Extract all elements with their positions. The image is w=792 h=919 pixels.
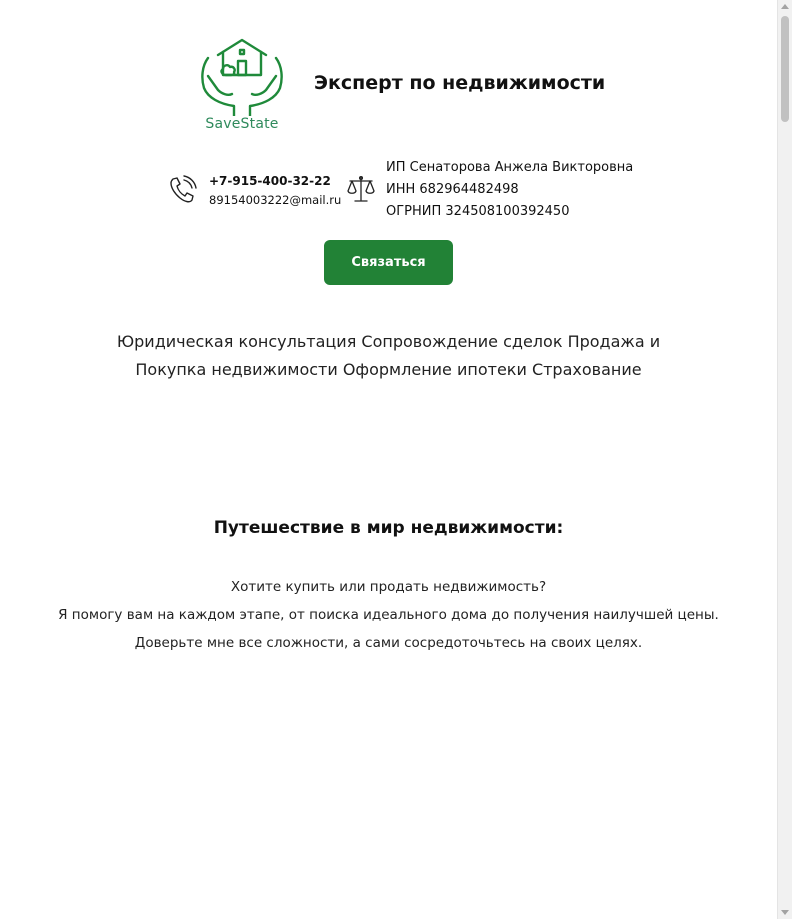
ogrnip-value: ОГРНИП 324508100392450 — [386, 204, 570, 219]
legal-name: ИП Сенаторова Анжела Викторовна — [386, 160, 634, 175]
services-list: Юридическая консультация Сопровождение сделок Продажа и Покупка недвижимости Оформление ипотеки Страхование — [116, 332, 661, 379]
legal-info — [386, 157, 633, 223]
scales-icon — [346, 174, 376, 204]
brand-logo[interactable] — [198, 38, 286, 136]
scroll-down-arrow-icon[interactable] — [781, 910, 789, 915]
email-link[interactable]: 89154003222@mail.ru — [209, 193, 342, 207]
body-line: Доверьте мне все сложности, а сами сосредоточьтесь на своих целях. — [134, 635, 643, 651]
body-line: Я помогу вам на каждом этапе, от поиска идеального дома до получения наилучшей цены. — [58, 607, 719, 623]
scrollbar-thumb[interactable] — [781, 16, 789, 122]
contact-button[interactable]: Связаться — [324, 240, 453, 285]
section-title: Путешествие в мир недвижимости: — [213, 518, 564, 538]
page-title: Эксперт по недвижимости — [314, 72, 606, 94]
scroll-up-arrow-icon[interactable] — [781, 4, 789, 9]
body-line: Хотите купить или продать недвижимость? — [230, 579, 547, 595]
vertical-scrollbar[interactable] — [777, 0, 792, 919]
section-body — [0, 573, 777, 657]
house-in-hands-icon — [198, 38, 286, 116]
brand-name: SaveState — [205, 116, 279, 132]
inn-value: ИНН 682964482498 — [386, 182, 519, 197]
phone-block — [209, 172, 341, 210]
phone-icon — [166, 174, 198, 206]
phone-number[interactable]: +7-915-400-32-22 — [209, 174, 331, 188]
